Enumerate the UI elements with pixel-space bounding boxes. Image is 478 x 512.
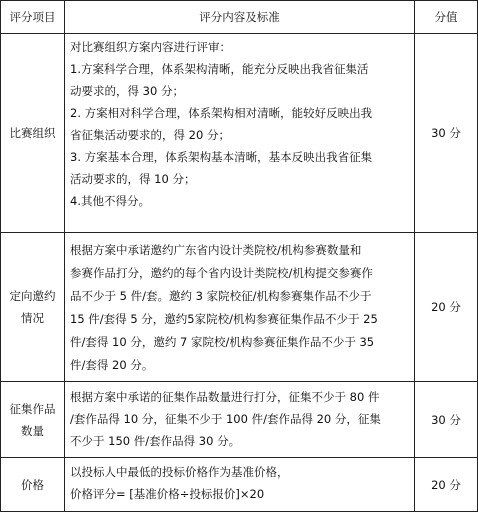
criteria-line: 省征集活动要求的，得 20 分； — [70, 128, 230, 142]
criteria-line: 参赛作品打分，邀约的每个省内设计类院校/机构提交参赛作 — [70, 266, 373, 280]
row-item-name — [1, 233, 64, 381]
criteria-line: 价格评分= [基准价格÷投标报价]×20 — [70, 487, 265, 501]
criteria-line: 品不少于 5 件/套。邀约 3 家院校征/机构参赛集作品不少于 — [70, 289, 372, 303]
row-score: 20 分 — [431, 300, 461, 314]
item-name-line: 数量 — [21, 423, 44, 438]
criteria-line: /套作品得 10 分，征集不少于 100 件/套作品得 20 分，征集 — [70, 412, 381, 426]
criteria-line: 件/套得 10 分，邀约 7 家院校/机构参赛征集作品不少于 35 — [70, 335, 375, 349]
row-score: 30 分 — [431, 412, 461, 427]
criteria-line: 动要求的，得 30 分； — [70, 84, 184, 98]
header-criteria: 评分内容及标准 — [199, 10, 280, 24]
criteria-line: 根据方案中承诺的征集作品数量进行打分，征集不少于 80 件 — [70, 390, 380, 404]
row-criteria — [65, 34, 414, 232]
criteria-line: 不少于 150 件/套作品得 30 分。 — [70, 434, 241, 448]
criteria-line: 1.方案科学合理，体系架构清晰，能充分反映出我省征集活 — [70, 62, 369, 76]
criteria-line: 根据方案中承诺邀约广东省内设计类院校/机构参赛数量和 — [70, 243, 362, 257]
row-item-name — [1, 382, 64, 457]
row-criteria — [65, 233, 414, 381]
row-criteria — [65, 382, 414, 457]
row-item-name: 价格 — [21, 477, 44, 492]
criteria-line: 活动要求的，得 10 分； — [70, 172, 196, 186]
item-name-line: 定向邀约 — [9, 289, 56, 303]
criteria-line: 4.其他不得分。 — [70, 194, 150, 208]
criteria-line: 3. 方案基本合理，体系架构基本清晰，基本反映出我省征集 — [70, 150, 373, 164]
criteria-line: 15 件/套得 5 分，邀约5家院校/机构参赛征集作品不少于 25 — [70, 312, 378, 326]
criteria-line: 2. 方案相对科学合理，体系架构相对清晰，能较好反映出我 — [70, 106, 373, 120]
header-item: 评分项目 — [9, 10, 56, 24]
header-score: 分值 — [434, 10, 458, 24]
row-score: 30 分 — [431, 126, 461, 140]
row-item-name: 比赛组织 — [9, 126, 56, 140]
criteria-line: 对比赛组织方案内容进行评审： — [70, 40, 231, 54]
item-name-line: 情况 — [21, 311, 44, 325]
row-score: 20 分 — [431, 477, 461, 492]
criteria-line: 以投标人中最低的投标价格作为基准价格， — [70, 465, 289, 479]
item-name-line: 征集作品 — [9, 401, 56, 416]
criteria-line: 件/套得 20 分。 — [70, 358, 154, 372]
row-criteria — [65, 458, 414, 511]
